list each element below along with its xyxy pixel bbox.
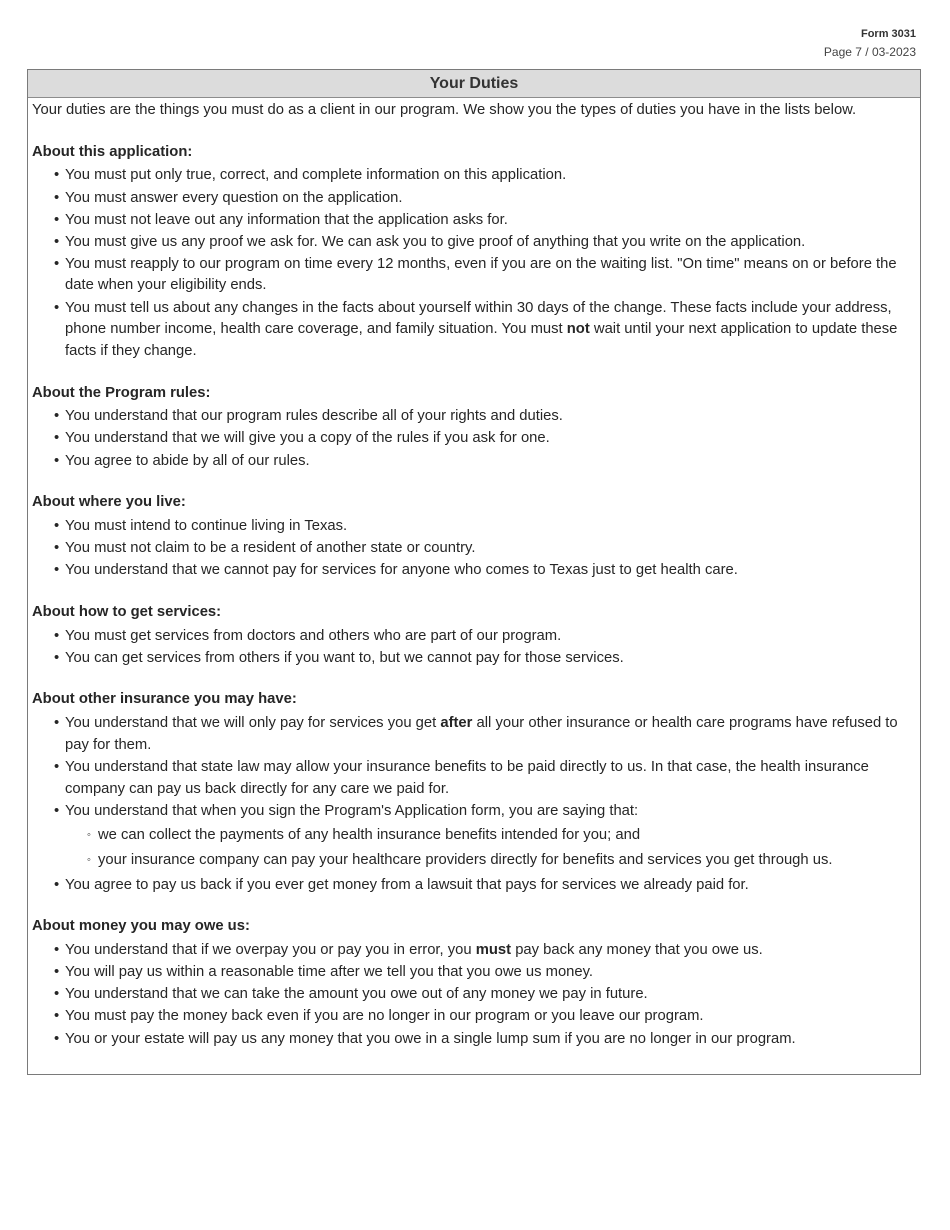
item-text: all your other insurance or health care programs have refused to pay for them. [65, 715, 898, 753]
list-item: • You or your estate will pay us any money that you owe in a single lump sum if you are no longer in our program. [32, 1029, 912, 1051]
list-item: • You must pay the money back even if you are no longer in our program or you leave our program. [32, 1006, 912, 1028]
insurance-list [32, 713, 912, 896]
intro-text: Your duties are the things you must do as a client in our program. We show you the types of duties you have in the lists below. [32, 102, 857, 118]
list-item [32, 298, 912, 363]
duties-content [28, 100, 920, 1050]
heading-insurance: About other insurance you may have: [32, 691, 297, 708]
insurance-sublist [65, 825, 912, 871]
form-header [824, 27, 916, 61]
heading-application: About this application: [32, 143, 193, 160]
heading-money: About money you may owe us: [32, 918, 250, 935]
list-item: • You agree to pay us back if you ever get money from a lawsuit that pays for services we already paid for. [32, 875, 912, 897]
item-text: You must tell us about any changes in the facts about yourself within 30 days of the change. These facts include your address, phone number income, health care coverage, and family situation. You must [65, 299, 892, 338]
duties-section [27, 69, 921, 1075]
heading-rules: About the Program rules: [32, 384, 211, 401]
page-info: Page 7 / 03-2023 [823, 45, 916, 59]
item-text: You understand that we will only pay for services you get [65, 715, 441, 732]
section-title: Your Duties [28, 70, 920, 98]
residence-list [32, 516, 912, 582]
list-item: • You must give us any proof we ask for. We can ask you to give proof of anything that you write on the application. [32, 232, 912, 254]
sub-list-item: ◦ we can collect the payments of any health insurance benefits intended for you; and [65, 825, 912, 847]
list-item: • You must intend to continue living in Texas. [32, 516, 912, 538]
list-item: • You must reapply to our program on time every 12 months, even if you are on the waiting list. "On time" means on or before the date when your eligibility ends. [32, 254, 912, 297]
application-list [32, 165, 912, 362]
money-list [32, 940, 912, 1050]
item-text: You understand that if we overpay you or pay you in error, you [65, 942, 476, 959]
item-text: wait until your next application to update these facts if they change. [65, 321, 898, 359]
list-item: • You agree to abide by all of our rules. [32, 451, 912, 473]
list-item: • You understand that we cannot pay for services for anyone who comes to Texas just to get health care. [32, 560, 912, 582]
form-number: Form 3031 [860, 28, 916, 40]
list-item: • You will pay us within a reasonable time after we tell you that you owe us money. [32, 962, 912, 984]
list-item: • You understand that our program rules describe all of your rights and duties. [32, 406, 912, 428]
list-item: • You understand that we will give you a copy of the rules if you ask for one. [32, 428, 912, 450]
list-item: • You must not leave out any information that the application asks for. [32, 210, 912, 232]
emphasis-text: after [440, 715, 473, 732]
emphasis-text: must [475, 942, 512, 959]
list-item [32, 713, 912, 756]
list-item: • You understand that we can take the amount you owe out of any money we pay in future. [32, 984, 912, 1006]
heading-residence: About where you live: [32, 494, 186, 511]
emphasis-text: not [566, 321, 590, 338]
heading-services: About how to get services: [32, 603, 222, 620]
item-text: You understand that when you sign the Program's Application form, you are saying that: [65, 802, 639, 819]
item-text: pay back any money that you owe us. [511, 942, 763, 959]
list-item: • You understand that state law may allow your insurance benefits to be paid directly to us. In that case, the health insurance company can pay us back directly for any care we paid for. [32, 757, 912, 800]
list-item: • You must answer every question on the application. [32, 188, 912, 210]
list-item: • You can get services from others if you want to, but we cannot pay for those services. [32, 648, 912, 670]
sub-list-item: ◦ your insurance company can pay your healthcare providers directly for benefits and services you get through us. [65, 850, 912, 872]
list-item: • You must put only true, correct, and complete information on this application. [32, 165, 912, 187]
list-item [32, 940, 912, 962]
services-list [32, 626, 912, 670]
list-item: • You must get services from doctors and others who are part of our program. [32, 626, 912, 648]
list-item: • You must not claim to be a resident of another state or country. [32, 538, 912, 560]
rules-list [32, 406, 912, 472]
list-item [32, 801, 912, 872]
